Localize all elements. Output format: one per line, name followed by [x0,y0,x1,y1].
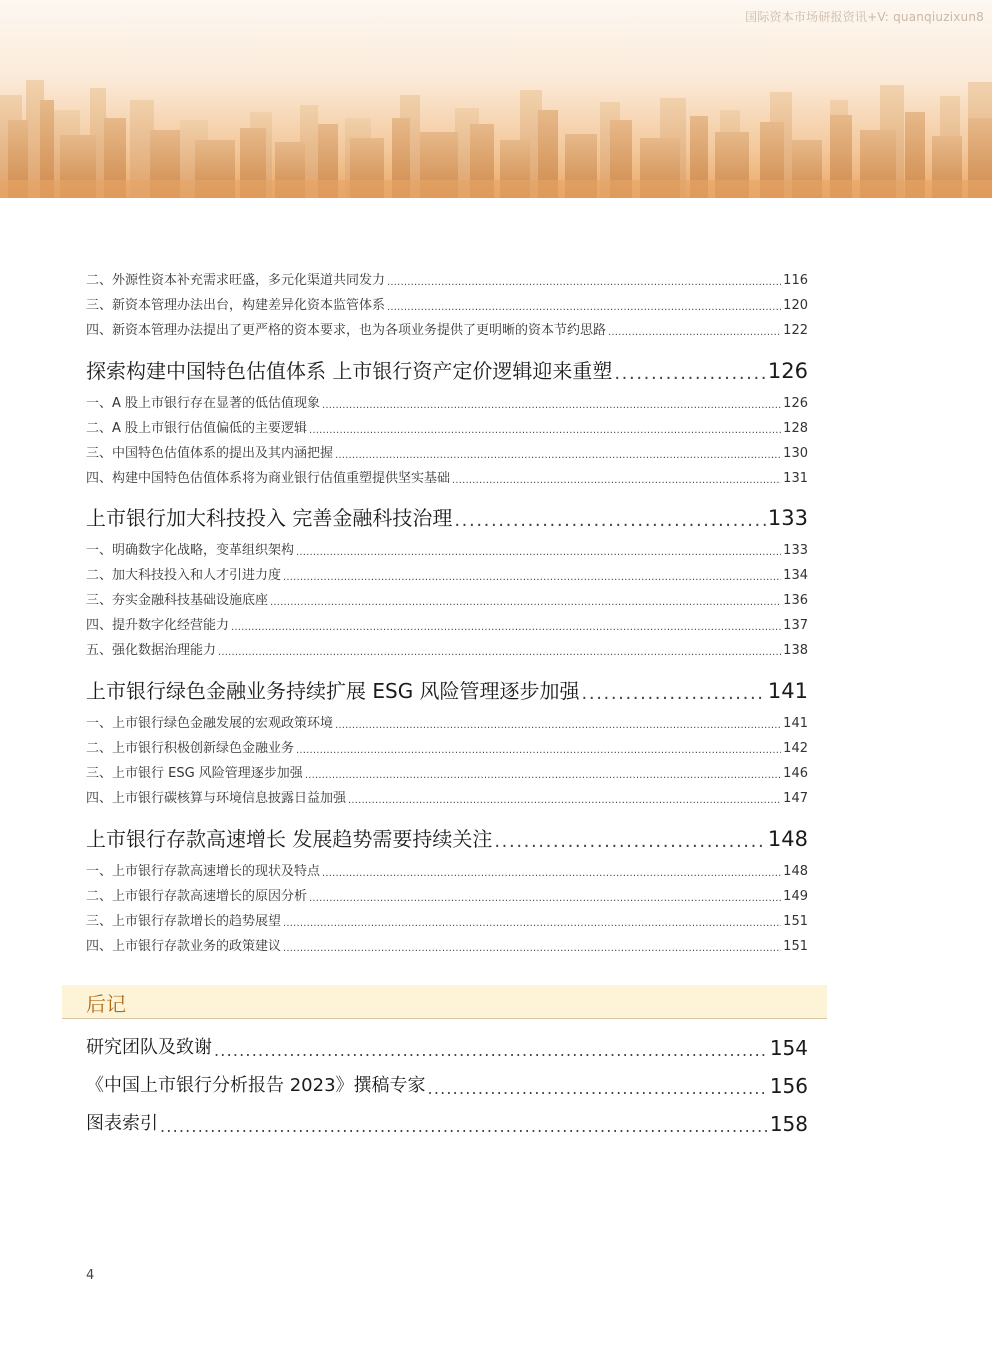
toc-item-title: 五、强化数据治理能力 [86,643,217,658]
toc-item-page: 151 [783,914,808,929]
afterword-item[interactable] [86,1067,808,1105]
toc-item-title: 四、上市银行碳核算与环境信息披露日益加强 [86,791,347,806]
toc-item-title: 三、夯实金融科技基础设施底座 [86,593,269,608]
toc-item[interactable] [86,563,808,588]
dot-leader [387,298,781,318]
toc-item-title: 二、上市银行积极创新绿色金融业务 [86,741,295,756]
toc-continuation [86,268,808,343]
toc-chapter [86,498,808,663]
toc-item[interactable] [86,761,808,786]
toc-item[interactable] [86,736,808,761]
afterword-item-page: 156 [769,1074,808,1098]
toc-item[interactable] [86,538,808,563]
dot-leader [582,677,766,711]
toc-item[interactable] [86,391,808,416]
toc-item[interactable] [86,638,808,663]
dot-leader [231,618,781,638]
toc-item-page: 137 [783,618,808,633]
dot-leader [322,864,781,884]
dot-leader [160,1111,768,1143]
toc-item-page: 126 [783,396,808,411]
dot-leader [608,323,781,343]
toc-chapter [86,351,808,491]
dot-leader [283,939,781,959]
toc-item-page: 146 [783,766,808,781]
toc-item-page: 131 [783,471,808,486]
toc-item-title: 四、新资本管理办法提出了更严格的资本要求，也为各项业务提供了更明晰的资本节约思路 [86,323,607,338]
chapter-title: 上市银行绿色金融业务持续扩展 ESG 风险管理逐步加强 [86,679,580,703]
dot-leader [305,766,781,786]
dot-leader [335,446,781,466]
afterword-item[interactable] [86,1105,808,1143]
dot-leader [322,396,781,416]
dot-leader [348,791,781,811]
dot-leader [309,421,781,441]
toc-item[interactable] [86,416,808,441]
toc-item-title: 一、A 股上市银行存在显著的低估值现象 [86,396,321,411]
afterword-item-title: 研究团队及致谢 [86,1037,212,1058]
toc-item-title: 一、上市银行绿色金融发展的宏观政策环境 [86,716,334,731]
city-skyline-image [0,0,992,198]
toc-item-title: 三、新资本管理办法出台，构建差异化资本监管体系 [86,298,386,313]
toc-item-page: 120 [783,298,808,313]
toc-item-title: 四、提升数字化经营能力 [86,618,230,633]
dot-leader [309,889,781,909]
toc-item-title: 一、明确数字化战略，变革组织架构 [86,543,295,558]
afterword-item-title: 《中国上市银行分析报告 2023》撰稿专家 [86,1075,426,1096]
toc-item-title: 一、上市银行存款高速增长的现状及特点 [86,864,321,879]
toc-item-page: 151 [783,939,808,954]
toc-item[interactable] [86,318,808,343]
toc-item-page: 128 [783,421,808,436]
toc-item-page: 134 [783,568,808,583]
section-divider [62,1018,827,1019]
dot-leader [214,1035,768,1067]
toc-item-page: 138 [783,643,808,658]
toc-item[interactable] [86,909,808,934]
toc-item-title: 二、外源性资本补充需求旺盛，多元化渠道共同发力 [86,273,386,288]
toc-item-page: 148 [783,864,808,879]
chapter-page: 126 [767,359,808,383]
toc-item[interactable] [86,786,808,811]
header-banner [0,0,992,198]
toc-item-title: 四、上市银行存款业务的政策建议 [86,939,282,954]
toc-item-title: 二、加大科技投入和人才引进力度 [86,568,282,583]
dot-leader [454,504,766,538]
toc-item[interactable] [86,884,808,909]
chapter-title: 上市银行加大科技投入 完善金融科技治理 [86,506,453,530]
toc-item-page: 130 [783,446,808,461]
chapter-title: 上市银行存款高速增长 发展趋势需要持续关注 [86,827,493,851]
toc-chapter [86,671,808,811]
toc-item[interactable] [86,859,808,884]
toc-item-page: 116 [783,273,808,288]
chapter-heading[interactable] [86,819,808,859]
toc-item-page: 142 [783,741,808,756]
toc-item-title: 四、构建中国特色估值体系将为商业银行估值重塑提供坚实基础 [86,471,451,486]
dot-leader [428,1073,768,1105]
toc-item-page: 149 [783,889,808,904]
dot-leader [387,273,781,293]
toc-item-title: 三、中国特色估值体系的提出及其内涵把握 [86,446,334,461]
chapter-page: 133 [767,506,808,530]
dot-leader [283,914,781,934]
toc-item[interactable] [86,613,808,638]
dot-leader [494,825,766,859]
toc-item[interactable] [86,711,808,736]
dot-leader [296,543,781,563]
dot-leader [283,568,781,588]
toc-item[interactable] [86,441,808,466]
dot-leader [614,357,766,391]
afterword-item[interactable] [86,1029,808,1067]
chapter-title: 探索构建中国特色估值体系 上市银行资产定价逻辑迎来重塑 [86,359,613,383]
afterword-item-title: 图表索引 [86,1113,158,1134]
toc-item-title: 二、上市银行存款高速增长的原因分析 [86,889,308,904]
chapter-page: 141 [767,679,808,703]
toc-item[interactable] [86,466,808,491]
dot-leader [296,741,781,761]
toc-item[interactable] [86,268,808,293]
dot-leader [452,471,781,491]
toc-item-page: 141 [783,716,808,731]
chapter-heading[interactable] [86,351,808,391]
chapter-heading[interactable] [86,671,808,711]
afterword-heading: 后记 [86,992,126,1016]
toc-item-title: 三、上市银行存款增长的趋势展望 [86,914,282,929]
chapter-heading[interactable] [86,498,808,538]
toc-item-page: 136 [783,593,808,608]
toc-item[interactable] [86,934,808,959]
afterword-section-bar [62,985,827,1018]
toc-item[interactable] [86,293,808,318]
toc-item-title: 二、A 股上市银行估值偏低的主要逻辑 [86,421,308,436]
dot-leader [218,643,781,663]
dot-leader [270,593,781,613]
chapter-page: 148 [767,827,808,851]
afterword-item-page: 158 [769,1112,808,1136]
dot-leader [335,716,781,736]
toc-item-page: 122 [783,323,808,338]
toc-item-title: 三、上市银行 ESG 风险管理逐步加强 [86,766,303,781]
toc-item-page: 133 [783,543,808,558]
afterword-item-page: 154 [769,1036,808,1060]
afterword-list [86,1029,808,1143]
toc-item[interactable] [86,588,808,613]
toc-item-page: 147 [783,791,808,806]
watermark-text: 国际资本市场研报资讯+V: quanqiuzixun8 [745,10,984,24]
page-number: 4 [86,1268,95,1283]
toc-chapter [86,819,808,959]
